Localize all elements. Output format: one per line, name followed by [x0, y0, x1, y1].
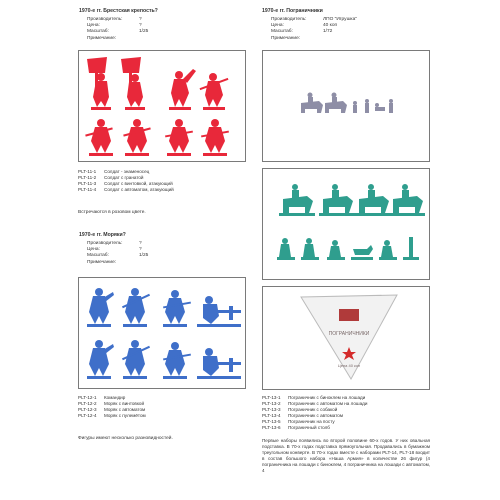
legend-name: Пограничник с автоматом	[288, 413, 343, 419]
legend-code: PLT-12-4	[78, 413, 97, 419]
legend-code: PLT-11-4	[78, 187, 97, 193]
meta-key: Цена:	[271, 23, 284, 29]
envelope-title: ПОГРАНИЧНИКИ	[328, 331, 370, 337]
legend-code: PLT-12-1	[78, 395, 97, 400]
teal-border-guards-image	[263, 169, 430, 280]
legend-sailors	[78, 395, 146, 419]
paper-envelope-image	[263, 287, 430, 390]
legend-name: Пограничник с автоматом на лошади	[288, 401, 368, 407]
grey-border-guards-image	[263, 51, 430, 162]
meta-value: ?	[139, 241, 142, 246]
blue-sailors-image	[79, 278, 246, 389]
sailor-figure	[197, 296, 241, 327]
meta-key: Производитель:	[87, 241, 123, 246]
photo-border-grey	[262, 50, 430, 162]
soldier-figure	[121, 57, 145, 110]
guard-figure	[379, 240, 397, 260]
photo-border-teal	[262, 168, 430, 280]
meta-sailors	[87, 241, 148, 266]
guard-figure	[375, 103, 385, 111]
legend-code: PLT-11-2	[78, 175, 97, 181]
legend-name: Солдат с гранатой	[104, 175, 144, 181]
meta-value: 1/72	[323, 29, 333, 35]
guard-figure	[301, 238, 319, 260]
meta-value: ?	[139, 247, 142, 253]
sailor-figure	[122, 288, 150, 327]
legend-name: Пограничник с биноклем на лошади	[288, 395, 366, 400]
dog-figure	[351, 245, 373, 260]
legend-border	[262, 395, 367, 432]
meta-value: 40 коп	[323, 23, 338, 29]
legend-row	[78, 413, 146, 419]
legend-name: Командир	[104, 395, 126, 400]
soldier-figure	[85, 119, 113, 156]
legend-code: PLT-13-4	[262, 413, 281, 419]
legend-code: PLT-12-3	[78, 407, 97, 413]
photo-sailors	[78, 277, 246, 389]
legend-name: Моряк с автоматом	[104, 407, 146, 413]
guard-figure	[277, 238, 295, 260]
soldier-figure	[200, 73, 229, 110]
guard-figure	[353, 101, 357, 113]
legend-code: PLT-12-2	[78, 401, 97, 407]
meta-key: Цена:	[87, 23, 100, 29]
section-title-border: 1970-е гг. Пограничники	[262, 8, 323, 14]
meta-key: Масштаб:	[87, 29, 109, 35]
note-sailors: Фигуры имеют несколько разновидностей.	[78, 436, 173, 441]
meta-value: 1/25	[139, 29, 149, 35]
horse-rider-figure	[325, 93, 347, 114]
border-post-figure	[403, 237, 419, 260]
sailor-figure	[163, 290, 191, 327]
legend-name: Солдат с автоматом, атакующий	[104, 187, 174, 193]
legend-code: PLT-13-3	[262, 407, 281, 413]
legend-brest	[78, 169, 174, 193]
sailor-figure	[197, 348, 241, 379]
legend-code: PLT-13-6	[262, 425, 281, 431]
legend-code: PLT-11-3	[78, 181, 97, 187]
paragraph-border: Первые наборы появились во второй половине 60-х годов. У них овальная подставка. В 70-х годах подставка прямоугольная. Продавались в бумажном треугольном конверте. В 70-х годах вместе с наборами PLT-14, PL7-18 входит в состав большого набора «Наша Армия» в количестве 26 фигур (4 пограничника на лошади с биноклем, 4 пограничника на лошади с автоматом, 4	[262, 438, 430, 474]
sailor-figure	[87, 340, 114, 379]
legend-code: PLT-13-1	[262, 395, 281, 400]
horse-rider-figure	[319, 184, 355, 216]
meta-value: ?	[139, 17, 142, 22]
sailor-figure	[163, 342, 191, 379]
section-title-sailors: 1970-е гг. Моряки?	[79, 232, 126, 238]
legend-name: Солдат с винтовкой, атакующий	[104, 181, 173, 187]
guard-figure	[365, 99, 369, 113]
meta-border	[271, 17, 357, 42]
soldier-figure	[87, 57, 111, 110]
envelope-stamp	[339, 309, 359, 321]
photo-package	[262, 286, 430, 390]
photo-brest-soldiers	[78, 50, 246, 162]
legend-name: Пограничный столб	[288, 425, 330, 431]
legend-row	[262, 425, 367, 431]
soldier-figure	[169, 69, 196, 110]
soldier-figure	[165, 119, 193, 156]
meta-key: Производитель:	[271, 17, 307, 22]
guard-figure	[389, 99, 393, 113]
envelope-price: Цена 40 коп	[337, 363, 361, 368]
meta-key: Примечание:	[271, 35, 301, 41]
sailor-figure	[122, 340, 150, 379]
horse-rider-figure	[301, 93, 323, 114]
soldier-figure	[201, 119, 229, 156]
meta-key: Масштаб:	[271, 29, 293, 35]
meta-key: Примечание:	[87, 35, 117, 41]
meta-key: Цена:	[87, 247, 100, 253]
meta-value: 1/25	[139, 253, 149, 259]
legend-name: Моряк с винтовкой	[104, 401, 145, 407]
legend-code: PLT-11-1	[78, 169, 97, 174]
meta-key: Примечание:	[87, 259, 117, 265]
legend-code: PLT-13-5	[262, 419, 281, 425]
horse-rider-figure	[355, 184, 391, 216]
meta-value: ?	[139, 23, 142, 29]
meta-key: Производитель:	[87, 17, 123, 22]
meta-key: Масштаб:	[87, 253, 109, 259]
legend-row	[78, 187, 174, 193]
meta-value: ЛПО "Игрушка"	[323, 17, 357, 22]
horse-rider-figure	[279, 184, 315, 216]
legend-name: Пограничник на посту	[288, 419, 335, 425]
note-brest: Встречаются в розовом цвете.	[78, 210, 146, 215]
guard-figure	[327, 240, 345, 260]
soldier-figure	[123, 119, 151, 156]
meta-brest	[87, 17, 148, 42]
legend-name: Пограничник с собакой	[288, 407, 338, 413]
red-soldiers-image	[79, 51, 246, 162]
legend-name: Моряк с пулемётом	[104, 413, 146, 419]
legend-name: Солдат - знаменосец	[104, 169, 150, 174]
horse-rider-figure	[389, 184, 425, 216]
sailor-figure	[87, 288, 114, 327]
legend-code: PLT-13-2	[262, 401, 281, 407]
section-title-brest: 1970-е гг. Брестская крепость?	[79, 8, 158, 14]
